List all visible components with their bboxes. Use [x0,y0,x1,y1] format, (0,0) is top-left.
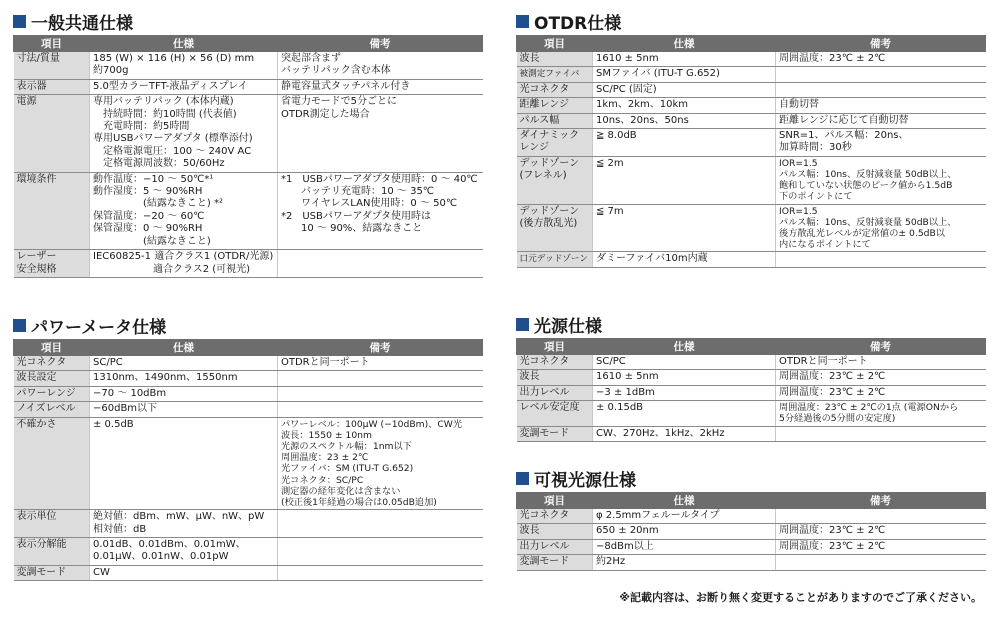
row-item: 変調モード [517,555,593,570]
table-row [517,82,986,97]
table-row [517,156,986,204]
row-remarks: 周囲温度：23℃ ± 2℃ [776,370,986,385]
table-row [14,250,483,278]
table-row [517,355,986,370]
header-remarks: 備考 [776,36,986,52]
row-item: 波長 [517,524,593,539]
row-spec: 650 ± 20nm [593,524,776,539]
visible-light-title [516,467,986,489]
row-spec: −60dBm以下 [90,402,278,417]
row-item: レーザー 安全規格 [14,250,90,278]
table-row [517,67,986,82]
row-spec: −70 ～ 10dBm [90,386,278,401]
row-spec: 185 (W) × 116 (H) × 56 (D) mm 約700g [90,52,278,80]
header-item: 項目 [14,340,90,356]
table-row [517,539,986,554]
header-item: 項目 [517,493,593,509]
row-spec: 約2Hz [593,555,776,570]
table-row [517,370,986,385]
row-item: 光コネクタ [14,356,90,371]
section-title-text: 一般共通仕様 [31,13,133,34]
header-spec: 仕様 [90,36,278,52]
row-remarks: IOR=1.5 パルス幅：10ns、反射減衰量 50dB以上、 後方散乱光レベルが定常値の± 0.5dB以 内になるポイントにて [776,204,986,252]
header-spec: 仕様 [90,340,278,356]
row-item: 光コネクタ [517,82,593,97]
row-item: 変調モード [14,565,90,580]
row-remarks: 周囲温度：23℃ ± 2℃ [776,524,986,539]
row-remarks [776,426,986,441]
square-bullet-icon [13,319,26,332]
table-row [517,52,986,67]
header-item: 項目 [517,339,593,355]
table-row [14,172,483,249]
row-item: 距離レンジ [517,98,593,113]
header-spec: 仕様 [593,339,776,355]
section-title-text: 光源仕様 [534,316,602,337]
general-spec-table [13,35,483,278]
row-spec: φ 2.5mmフェルールタイプ [593,509,776,524]
row-remarks: SNR=1、パルス幅：20ns、 加算時間：30秒 [776,129,986,157]
visible-light-table [516,492,986,571]
row-spec: 0.01dB、0.01dBm、0.01mW、 0.01μW、0.01nW、0.01pW [90,538,278,566]
row-remarks [278,510,483,538]
disclaimer-note: ※記載内容は、お断り無く変更することがありますのでご了承ください。 [619,591,982,604]
row-item: 波長設定 [14,371,90,386]
table-row [14,95,483,172]
row-remarks: IOR=1.5 パルス幅：10ns、反射減衰量 50dB以上、 飽和していない状態のピーク値から1.5dB 下のポイントにて [776,156,986,204]
square-bullet-icon [13,15,26,28]
row-spec: SC/PC [90,356,278,371]
power-meter-title [13,314,483,336]
row-spec: CW [90,565,278,580]
row-item: 光コネクタ [517,355,593,370]
table-row [517,204,986,252]
row-remarks [776,509,986,524]
row-item: 表示器 [14,79,90,94]
row-spec: 1610 ± 5nm [593,52,776,67]
table-row [14,52,483,80]
table-row [14,417,483,510]
row-item: 表示単位 [14,510,90,538]
row-spec: 絶対値：dBm、mW、μW、nW、pW 相対値：dB [90,510,278,538]
row-spec: ≦ 7m [593,204,776,252]
row-spec: 1310nm、1490nm、1550nm [90,371,278,386]
row-item: パワーレンジ [14,386,90,401]
light-source-title [516,313,986,335]
row-remarks: パワーレベル：100μW (−10dBm)、CW光 波長：1550 ± 10nm 光源のスペクトル幅：1nm以下 周囲温度：23 ± 2℃ 光ファイバ：SM (ITU-T G.652) 光コネクタ：SC/PC 測定器の経年変化は含まない (校正後1年経過の場合は0.05dB追加) [278,417,483,510]
row-item: ノイズレベル [14,402,90,417]
square-bullet-icon [516,318,529,331]
table-row [517,385,986,400]
square-bullet-icon [516,472,529,485]
power-meter-section [13,314,483,581]
row-item: 出力レベル [517,385,593,400]
otdr-spec-table [516,35,986,268]
row-remarks [278,565,483,580]
row-spec: ≧ 8.0dB [593,129,776,157]
header-item: 項目 [517,36,593,52]
row-spec: 専用バッテリパック (本体内蔵) 持続時間：約10時間 (代表値) 充電時間：約5時間 専用USBパワーアダプタ (標準添付) 定格電源電圧：100 ～ 240V AC 定格電源周波数：50/60Hz [90,95,278,172]
row-remarks: OTDRと同一ポート [776,355,986,370]
row-remarks: 自動切替 [776,98,986,113]
table-row [517,524,986,539]
row-spec: ≦ 2m [593,156,776,204]
otdr-spec-section [516,10,986,268]
row-item: 出力レベル [517,539,593,554]
row-remarks: 周囲温度：23℃ ± 2℃の1点 (電源ONから 5分経過後の5分間の安定度) [776,401,986,426]
row-spec: ± 0.15dB [593,401,776,426]
table-row [517,401,986,426]
row-spec: −8dBm以上 [593,539,776,554]
row-spec: 5.0型カラーTFT-液晶ディスプレイ [90,79,278,94]
row-item: 電源 [14,95,90,172]
table-row [517,98,986,113]
table-row [517,252,986,267]
general-spec-section [13,10,483,278]
row-remarks [278,402,483,417]
row-remarks: 周囲温度：23℃ ± 2℃ [776,385,986,400]
section-title-text: パワーメータ仕様 [31,317,167,338]
table-row [14,402,483,417]
table-row [14,565,483,580]
row-remarks: 静電容量式タッチパネル付き [278,79,483,94]
light-source-table [516,338,986,442]
row-remarks [776,555,986,570]
section-title-text: 可視光源仕様 [534,470,636,491]
row-remarks [776,252,986,267]
row-spec: SC/PC [593,355,776,370]
row-spec: 1km、2km、10km [593,98,776,113]
row-item: デッドゾーン (フレネル) [517,156,593,204]
table-row [517,129,986,157]
header-spec: 仕様 [593,493,776,509]
light-source-section [516,313,986,442]
row-item: 表示分解能 [14,538,90,566]
header-remarks: 備考 [776,493,986,509]
table-row [14,79,483,94]
row-item: パルス幅 [517,113,593,128]
section-title-text: OTDR仕様 [534,13,622,34]
row-item: 不確かさ [14,417,90,510]
header-remarks: 備考 [278,36,483,52]
row-spec: ダミーファイバ10m内蔵 [593,252,776,267]
table-row [14,538,483,566]
table-row [14,371,483,386]
row-item: 変調モード [517,426,593,441]
row-item: レベル安定度 [517,401,593,426]
row-item: 光コネクタ [517,509,593,524]
table-row [14,356,483,371]
row-remarks [278,386,483,401]
row-item: 波長 [517,52,593,67]
row-remarks: 突起部含まず バッテリパック含む本体 [278,52,483,80]
header-item: 項目 [14,36,90,52]
row-spec: ± 0.5dB [90,417,278,510]
row-remarks: 周囲温度：23℃ ± 2℃ [776,539,986,554]
row-spec: CW、270Hz、1kHz、2kHz [593,426,776,441]
square-bullet-icon [516,15,529,28]
row-remarks [278,250,483,278]
power-meter-table [13,339,483,581]
row-item: 被測定ファイバ [517,67,593,82]
row-spec: 10ns、20ns、50ns [593,113,776,128]
row-item: 寸法/質量 [14,52,90,80]
row-remarks [776,82,986,97]
table-row [517,113,986,128]
row-spec: −3 ± 1dBm [593,385,776,400]
general-spec-title [13,10,483,32]
row-spec: SC/PC (固定) [593,82,776,97]
row-item: 環境条件 [14,172,90,249]
header-spec: 仕様 [593,36,776,52]
row-item: デッドゾーン (後方散乱光) [517,204,593,252]
row-remarks [278,371,483,386]
table-row [14,510,483,538]
row-spec: IEC60825-1 適合クラス1 (OTDR/光源) 適合クラス2 (可視光) [90,250,278,278]
row-spec: 動作温度：−10 ～ 50℃*¹ 動作湿度：5 ～ 90%RH (結露なきこと) *² 保管温度：−20 ～ 60℃ 保管湿度：0 ～ 90%RH (結露なきこと) [90,172,278,249]
table-row [517,555,986,570]
row-spec: SMファイバ (ITU-T G.652) [593,67,776,82]
table-row [14,386,483,401]
row-remarks: 距離レンジに応じて自動切替 [776,113,986,128]
table-row [517,509,986,524]
visible-light-section [516,467,986,571]
row-remarks [278,538,483,566]
otdr-spec-title [516,10,986,32]
header-remarks: 備考 [776,339,986,355]
table-row [517,426,986,441]
row-remarks: 周囲温度：23℃ ± 2℃ [776,52,986,67]
header-remarks: 備考 [278,340,483,356]
row-remarks: *1 USBパワーアダプタ使用時：0 ～ 40℃ バッテリ充電時：10 ～ 35℃ ワイヤレスLAN使用時：0 ～ 50℃ *2 USBパワーアダプタ使用時は 10 ～ 90%、結露なきこと [278,172,483,249]
row-item: 波長 [517,370,593,385]
row-remarks [776,67,986,82]
row-item: 口元デッドゾーン [517,252,593,267]
row-remarks: 省電力モードで5分ごとに OTDR測定した場合 [278,95,483,172]
row-item: ダイナミック レンジ [517,129,593,157]
row-remarks: OTDRと同一ポート [278,356,483,371]
row-spec: 1610 ± 5nm [593,370,776,385]
